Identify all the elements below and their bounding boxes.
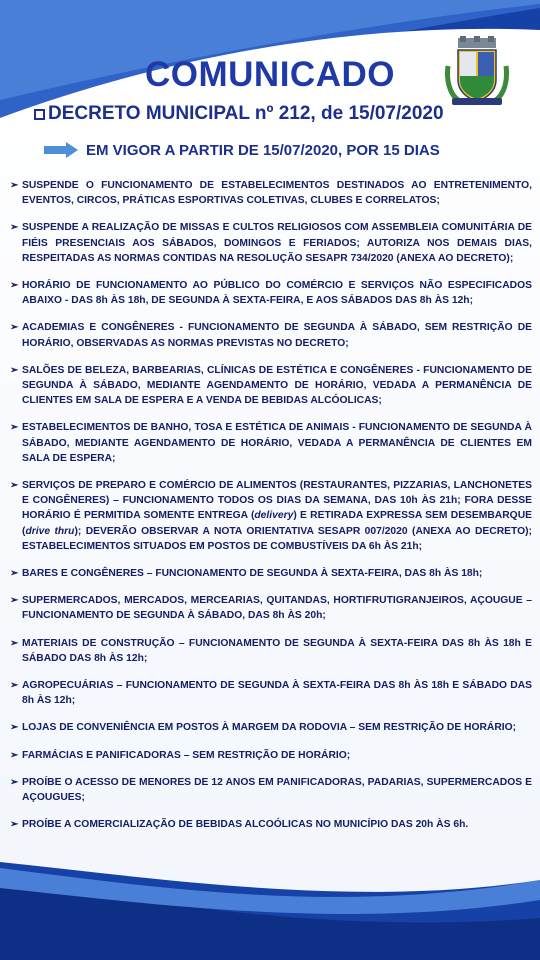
- list-item: ➢ MATERIAIS DE CONSTRUÇÃO – FUNCIONAMENTO DE SEGUNDA À SEXTA-FEIRA DAS 8h ÀS 18h E SÁBADO DAS 8h ÀS 12h;: [10, 637, 532, 664]
- list-item: ➢ AGROPECUÁRIAS – FUNCIONAMENTO DE SEGUNDA À SEXTA-FEIRA DAS 8h ÀS 18h E SÁBADO DAS 8h ÀS 12h;: [10, 680, 532, 707]
- list-item: ➢ PROÍBE A COMERCIALIZAÇÃO DE BEBIDAS ALCOÓLICAS NO MUNICÍPIO DAS 20h ÀS 6h.: [10, 817, 532, 832]
- page-title: COMUNICADO: [145, 55, 395, 94]
- arrow-right-icon: [44, 142, 78, 158]
- checkbox-icon: [34, 109, 45, 120]
- chevron-right-icon: ➢: [10, 595, 19, 607]
- in-force-notice: EM VIGOR A PARTIR DE 15/07/2020, POR 15 DIAS: [86, 142, 440, 159]
- list-item: ➢ SALÕES DE BELEZA, BARBEARIAS, CLÍNICAS DE ESTÉTICA E CONGÊNERES - FUNCIONAMENTO DE SEGUNDA À SÁBADO, MEDIANTE AGENDAMENTO DE HORÁRIO, VEDADA A PERMANÊNCIA DE CLIENTES EM SALA DE ESPERA E A VENDA DE BEBIDAS ALCÓOLICAS;: [10, 364, 532, 407]
- chevron-right-icon: ➢: [10, 568, 19, 580]
- list-item: ➢ LOJAS DE CONVENIÊNCIA EM POSTOS À MARGEM DA RODOVIA – SEM RESTRIÇÃO DE HORÁRIO;: [10, 720, 532, 735]
- chevron-right-icon: ➢: [10, 280, 19, 292]
- chevron-right-icon: ➢: [10, 819, 19, 831]
- list-item: ➢ SERVIÇOS DE PREPARO E COMÉRCIO DE ALIMENTOS (RESTAURANTES, PIZZARIAS, LANCHONETES E CONGÊNERES) – FUNCIONAMENTO TODOS OS DIAS DA SEMANA, DAS 10h ÀS 21h; FORA DESSE HORÁRIO É PERMITIDA SOMENTE ENTREGA (delivery) E RETIRADA EXPRESSA SEM DESEMBARQUE (drive thru); DEVERÃO OBSERVAR A NOTA ORIENTATIVA SESAPR 007/2020 (ANEXA AO DECRETO); ESTABELECIMENTOS SITUADOS EM POSTOS DE COMBUSTÍVEIS DA 6h ÀS 21h;: [10, 480, 532, 552]
- chevron-right-icon: ➢: [10, 180, 19, 191]
- list-item: ➢ BARES E CONGÊNERES – FUNCIONAMENTO DE SEGUNDA À SEXTA-FEIRA, DAS 8h ÀS 18h;: [10, 566, 532, 581]
- list-item: ➢ ACADEMIAS E CONGÊNERES - FUNCIONAMENTO DE SEGUNDA À SÁBADO, SEM RESTRIÇÃO DE HORÁRIO, OBSERVADAS AS NORMAS PREVISTAS NO DECRETO;: [10, 322, 532, 349]
- chevron-right-icon: ➢: [10, 637, 19, 649]
- chevron-right-icon: ➢: [10, 749, 19, 761]
- chevron-right-icon: ➢: [10, 364, 19, 376]
- chevron-right-icon: ➢: [10, 422, 19, 434]
- measures-list: [10, 178, 532, 845]
- chevron-right-icon: ➢: [10, 680, 19, 692]
- decree-text: DECRETO MUNICIPAL nº 212, de 15/07/2020: [48, 103, 444, 124]
- list-item: ➢ PROÍBE O ACESSO DE MENORES DE 12 ANOS EM PANIFICADORAS, PADARIAS, SUPERMERCADOS E AÇOUGUES;: [10, 776, 532, 804]
- list-item: ➢ SUSPENDE A REALIZAÇÃO DE MISSAS E CULTOS RELIGIOSOS COM ASSEMBLEIA COMUNITÁRIA DE FIÉIS PRESENCIAIS AOS SÁBADOS, DOMINGOS E FERIADOS; AUTORIZA NOS DEMAIS DIAS, RESPEITADAS AS NORMAS CONTIDAS NA RESOLUÇÃO SESAPR 734/2020 (ANEXA AO DECRETO);: [10, 222, 532, 264]
- chevron-right-icon: ➢: [10, 722, 19, 734]
- list-item: ➢ SUPERMERCADOS, MERCADOS, MERCEARIAS, QUITANDAS, HORTIFRUTIGRANJEIROS, AÇOUGUE – FUNCIONAMENTO DE SEGUNDA À SÁBADO, DAS 8h ÀS 20h;: [10, 595, 532, 622]
- list-item: ➢ ESTABELECIMENTOS DE BANHO, TOSA E ESTÉTICA DE ANIMAIS - FUNCIONAMENTO DE SEGUNDA À SÁBADO, MEDIANTE AGENDAMENTO DE HORÁRIO, VEDADA A PERMANÊNCIA DE CLIENTES EM SALA DE ESPERA;: [10, 422, 532, 464]
- list-item: ➢ SUSPENDE O FUNCIONAMENTO DE ESTABELECIMENTOS DESTINADOS AO ENTRETENIMENTO, EVENTOS, CIRCOS, PRÁTICAS ESPORTIVAS COLETIVAS, CLUBES E CORRELATOS;: [10, 180, 532, 207]
- list-item: ➢ FARMÁCIAS E PANIFICADORAS – SEM RESTRIÇÃO DE HORÁRIO;: [10, 748, 532, 763]
- chevron-right-icon: ➢: [10, 776, 19, 788]
- chevron-right-icon: ➢: [10, 322, 19, 334]
- decree-heading: [34, 103, 444, 125]
- list-item: ➢ HORÁRIO DE FUNCIONAMENTO AO PÚBLICO DO COMÉRCIO E SERVIÇOS NÃO ESPECIFICADOS ABAIXO - DAS 8h ÀS 18h, DE SEGUNDA À SEXTA-FEIRA, E AOS SÁBADOS DAS 8h ÀS 12h;: [10, 280, 532, 307]
- chevron-right-icon: ➢: [10, 480, 19, 492]
- chevron-right-icon: ➢: [10, 222, 19, 234]
